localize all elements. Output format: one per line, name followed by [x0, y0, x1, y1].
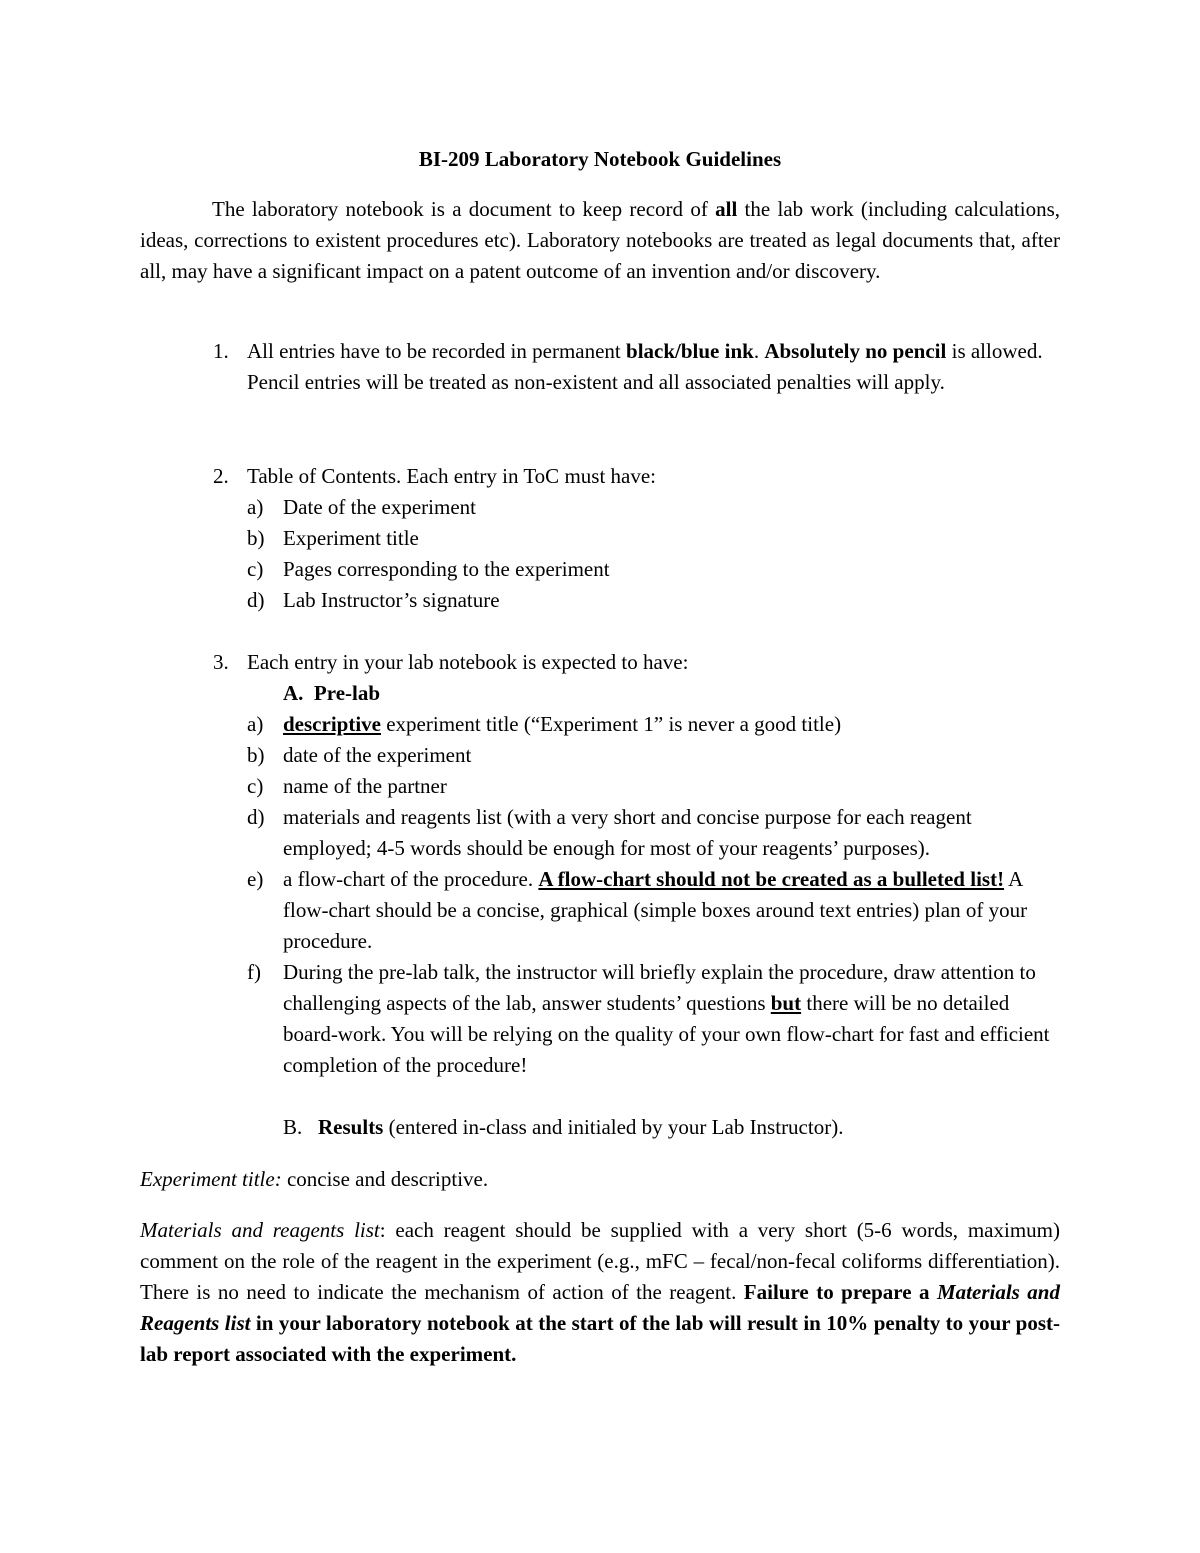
prelab-item-f-text-2: there will be no detailed board-work. You will be relying on the quality of your own flow-chart for fast and efficient completion of the procedure! — [283, 991, 1050, 1077]
item2-sub-marker: d) — [247, 588, 265, 612]
materials-text: : each reagent should be supplied with a very short (5-6 words, maximum) comment on the role of the reagent in the experiment (e.g., mFC – fecal/non-fecal coliforms differentiation). There is no need to indicate the mechanism of action of the reagent. — [140, 1218, 1060, 1304]
item2-sub-marker: b) — [247, 526, 265, 550]
item1-text-a: All entries have to be recorded in permanent — [247, 339, 627, 363]
section-b-text: (entered in-class and initialed by your Lab Instructor). — [383, 1115, 844, 1139]
materials-warning-bold-2: in your laboratory notebook at the start of the lab will result in 10% penalty to your post-lab report associated with the experiment. — [140, 1311, 1060, 1366]
prelab-item-a — [283, 709, 1058, 740]
item1-text-c: is allowed. Pencil entries will be treated as non-existent and all associated penalties will apply. — [247, 339, 1043, 394]
section-a-label: Pre-lab — [313, 681, 381, 705]
materials-warning-bold: Failure to prepare a — [743, 1280, 937, 1304]
item2-number: 2. — [213, 464, 229, 488]
prelab-item-e — [283, 864, 1058, 957]
prelab-marker-e: e) — [247, 867, 264, 891]
but-bold: but — [770, 991, 802, 1015]
experiment-title-label: Experiment title: — [140, 1167, 282, 1191]
item3-number: 3. — [213, 650, 229, 674]
section-b-heading — [283, 1112, 1058, 1143]
experiment-title-paragraph — [140, 1164, 1060, 1195]
item1-bold-ink: black/blue ink — [626, 339, 754, 363]
materials-warning-bold-italic: Materials and Reagents list — [140, 1280, 1060, 1335]
intro-bold: all — [715, 197, 738, 221]
intro-text-2: the lab work (including calculations, ideas, corrections to existent procedures etc). Laboratory notebooks are treated as legal documents that, after all, may have a significant impact on a patent outcome of an invention and/or discovery. — [140, 197, 1060, 283]
prelab-item-a-text: experiment title (“Experiment 1” is never a good title) — [380, 712, 842, 736]
prelab-marker-d: d) — [247, 805, 265, 829]
prelab-marker-c: c) — [247, 774, 264, 798]
item2-sub-marker: c) — [247, 557, 264, 581]
page-title: BI-209 Laboratory Notebook Guidelines — [418, 147, 782, 171]
prelab-item-b: date of the experiment — [283, 743, 472, 767]
section-a-heading — [283, 678, 1058, 709]
item3-text: Each entry in your lab notebook is expected to have: — [247, 650, 689, 674]
flowchart-warning-bold: A flow-chart should not be created as a bulleted list! — [538, 867, 1005, 891]
item2-sub-marker: a) — [247, 495, 264, 519]
item1-text-b: . — [753, 339, 765, 363]
descriptive-bold: descriptive — [283, 712, 381, 736]
prelab-item-d: materials and reagents list (with a very short and concise purpose for each reagent employed; 4-5 words should be enough for most of your reagents’ purposes). — [283, 805, 972, 860]
prelab-marker-f: f) — [247, 960, 261, 984]
prelab-item-f-text: During the pre-lab talk, the instructor will briefly explain the procedure, draw attention to challenging aspects of the lab, answer students’ questions — [283, 960, 1036, 1015]
item2-sub-text: Experiment title — [283, 526, 419, 550]
item1-text — [247, 336, 1057, 398]
prelab-marker-b: b) — [247, 743, 265, 767]
section-b-label: Results — [318, 1115, 384, 1139]
prelab-marker-a: a) — [247, 712, 264, 736]
materials-paragraph — [140, 1215, 1060, 1370]
experiment-title-text: concise and descriptive. — [281, 1167, 489, 1191]
item2-sub-text: Lab Instructor’s signature — [283, 588, 500, 612]
intro-paragraph — [140, 194, 1060, 287]
section-a-marker: A. — [283, 681, 304, 705]
prelab-item-e-text: a flow-chart of the procedure. — [283, 867, 539, 891]
item1-number: 1. — [213, 339, 229, 363]
prelab-item-f — [283, 957, 1058, 1081]
prelab-item-e-text-2: A flow-chart should be a concise, graphical (simple boxes around text entries) plan of your procedure. — [283, 867, 1028, 953]
materials-label: Materials and reagents list — [140, 1218, 380, 1242]
item2-text: Table of Contents. Each entry in ToC must have: — [247, 464, 657, 488]
item1-bold-pencil: Absolutely no pencil — [764, 339, 947, 363]
intro-text: The laboratory notebook is a document to keep record of — [212, 197, 716, 221]
item2-sub-text: Date of the experiment — [283, 495, 476, 519]
prelab-item-c: name of the partner — [283, 774, 447, 798]
section-b-marker: B. — [283, 1115, 303, 1139]
item2-sub-text: Pages corresponding to the experiment — [283, 557, 610, 581]
